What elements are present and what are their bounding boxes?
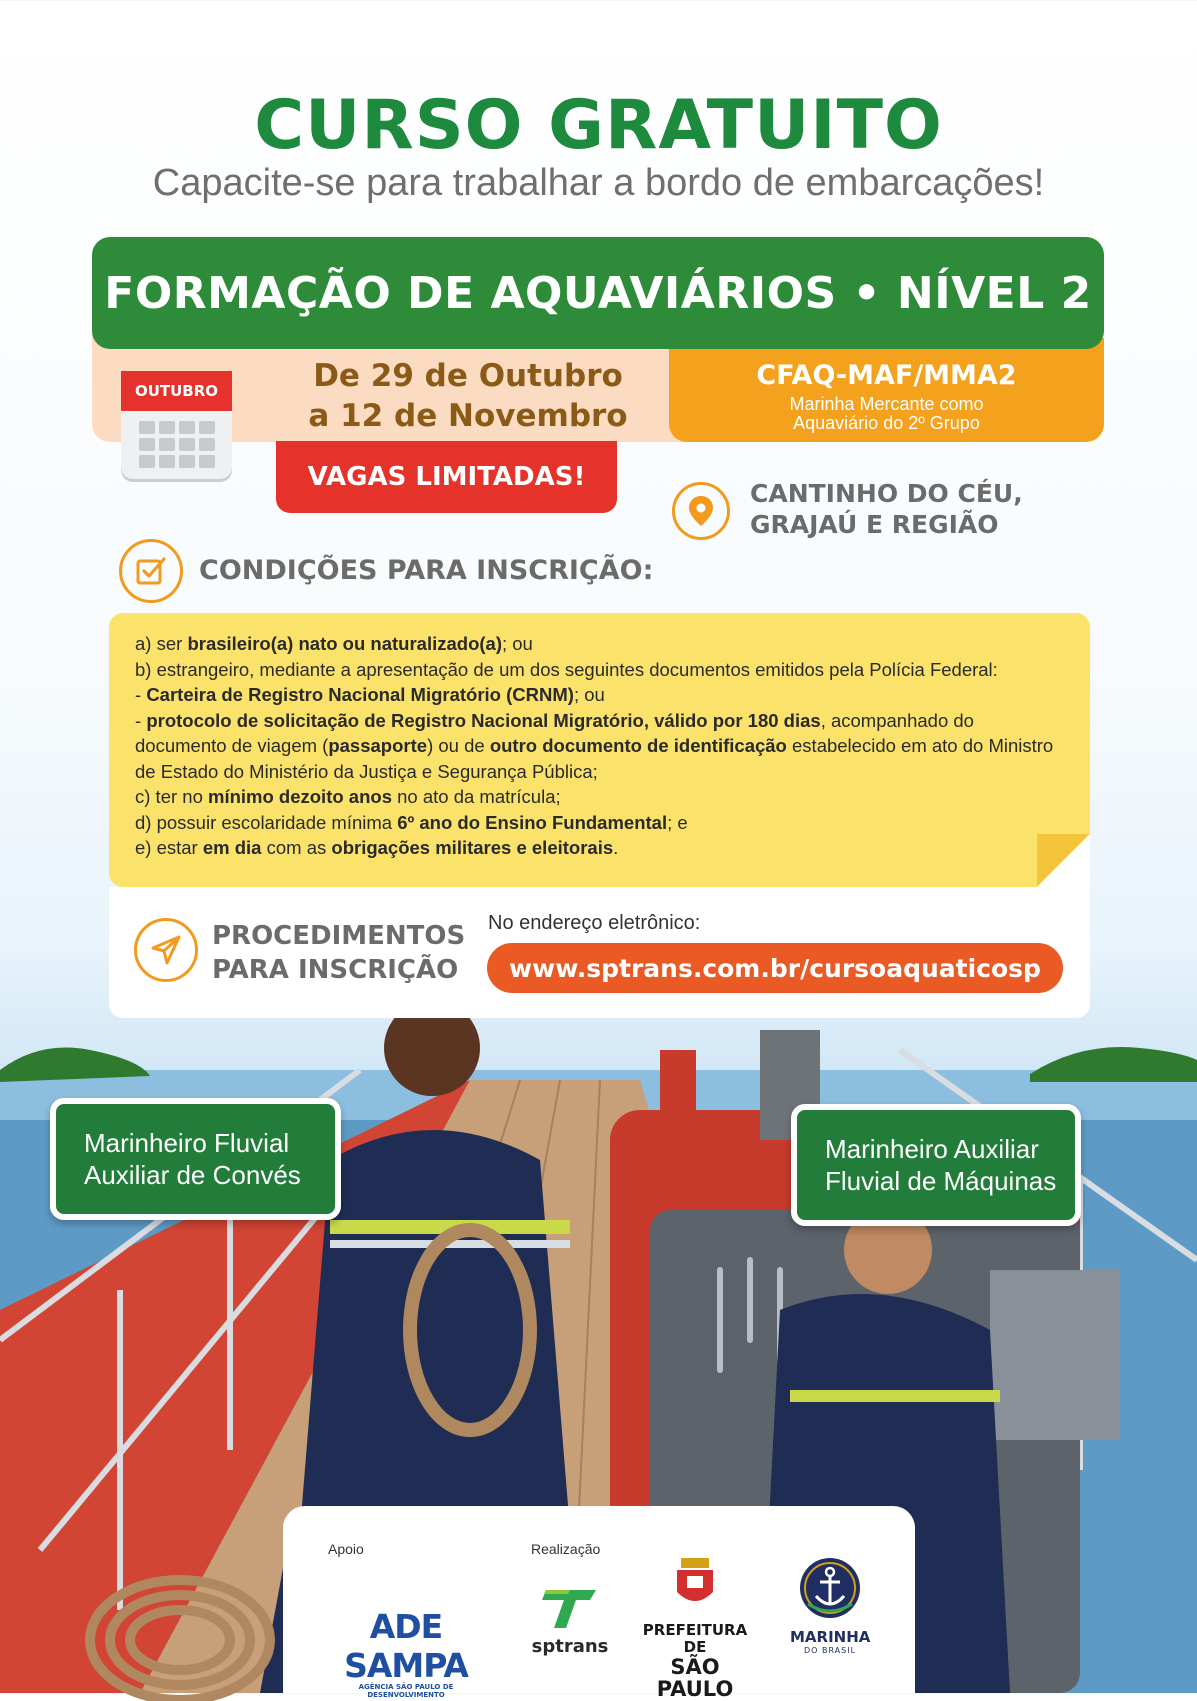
role-engine-box	[791, 1104, 1081, 1226]
course-desc-line-1: Marinha Mercante como	[789, 394, 984, 414]
condition-e: e) estar em dia com as obrigações militares e eleitorais.	[135, 837, 619, 858]
marinha-name: MARINHA	[790, 1628, 871, 1646]
city-coat-of-arms-icon	[673, 1556, 717, 1612]
calendar-grid	[121, 421, 232, 468]
sptrans-name: sptrans	[531, 1636, 609, 1657]
location-line-2: GRAJAÚ E REGIÃO	[750, 510, 999, 539]
conditions-title: CONDIÇÕES PARA INSCRIÇÃO:	[199, 555, 654, 586]
course-code-description	[669, 395, 1104, 433]
role-left-line-2: Auxiliar de Convés	[84, 1160, 301, 1190]
checkbox-icon	[119, 539, 183, 603]
prefeitura-city: SÃO PAULO	[656, 1655, 734, 1701]
role-left-line-1: Marinheiro Fluvial	[84, 1128, 290, 1158]
calendar-month: OUTUBRO	[121, 371, 232, 411]
page-fold-corner	[1037, 834, 1090, 887]
procedures-title-line-1: PROCEDIMENTOS	[212, 921, 466, 951]
marinha-subtitle: DO BRASIL	[803, 1646, 857, 1655]
page-title: CURSO GRATUITO	[254, 86, 943, 165]
marinha-logo	[790, 1556, 870, 1655]
conditions-box	[109, 613, 1090, 887]
calendar-icon	[121, 371, 232, 479]
course-banner: FORMAÇÃO DE AQUAVIÁRIOS • NÍVEL 2	[92, 237, 1104, 349]
course-desc-line-2: Aquaviário do 2º Grupo	[793, 413, 980, 433]
right-island	[1030, 1047, 1197, 1082]
condition-a: a) ser brasileiro(a) nato ou naturalizado(a); ou	[135, 633, 533, 654]
map-pin-icon	[672, 482, 730, 540]
left-island	[0, 1048, 150, 1083]
role-right-line-2: Fluvial de Máquinas	[825, 1166, 1057, 1196]
procedures-label: No endereço eletrônico:	[488, 912, 701, 934]
adesampa-logo	[326, 1607, 486, 1699]
sptrans-mark-icon	[540, 1586, 600, 1630]
course-dates	[268, 356, 668, 436]
support-label: Apoio	[328, 1541, 364, 1557]
procedures-title-line-2: PARA INSCRIÇÃO	[212, 955, 459, 985]
organizer-label: Realização	[531, 1541, 601, 1557]
prefeitura-name: PREFEITURA DE	[642, 1621, 748, 1656]
registration-url-link[interactable]: www.sptrans.com.br/cursoaquaticosp	[487, 943, 1063, 993]
prefeitura-logo	[630, 1556, 760, 1700]
procedures-title	[212, 919, 465, 987]
date-line-1: De 29 de Outubro	[313, 358, 623, 394]
condition-c: c) ter no mínimo dezoito anos no ato da matrícula;	[135, 786, 561, 807]
condition-b1: - Carteira de Registro Nacional Migratório (CRNM); ou	[135, 684, 605, 705]
page-subtitle: Capacite-se para trabalhar a bordo de embarcações!	[152, 162, 1045, 204]
course-code-box	[669, 338, 1104, 442]
adesampa-subtitle: AGÊNCIA SÃO PAULO DE DESENVOLVIMENTO	[358, 1683, 454, 1699]
course-location	[750, 478, 1023, 540]
role-right-line-1: Marinheiro Auxiliar	[825, 1134, 1039, 1164]
send-icon	[134, 918, 198, 982]
condition-b: b) estrangeiro, mediante a apresentação de um dos seguintes documentos emitidos pela Polícia Federal:	[135, 658, 998, 680]
condition-b2: - protocolo de solicitação de Registro Nacional Migratório, válido por 180 dias, acompanhado do documento de viagem (passaporte) ou de outro documento de identificação estabelecido em ato do Ministro de Estado do Ministério da Justiça e Segurança Pública;	[135, 709, 1054, 782]
course-code: CFAQ-MAF/MMA2	[756, 360, 1017, 391]
date-line-2: a 12 de Novembro	[308, 398, 628, 434]
condition-d: d) possuir escolaridade mínima 6º ano do Ensino Fundamental; e	[135, 811, 688, 833]
location-line-1: CANTINHO DO CÉU,	[750, 479, 1023, 508]
role-deckhand-box	[50, 1098, 341, 1220]
adesampa-name: ADE SAMPA	[344, 1607, 468, 1685]
engine-block	[990, 1270, 1120, 1440]
sptrans-logo	[528, 1586, 612, 1657]
anchor-emblem-icon	[798, 1556, 862, 1620]
limited-spots-badge: VAGAS LIMITADAS!	[276, 441, 617, 513]
